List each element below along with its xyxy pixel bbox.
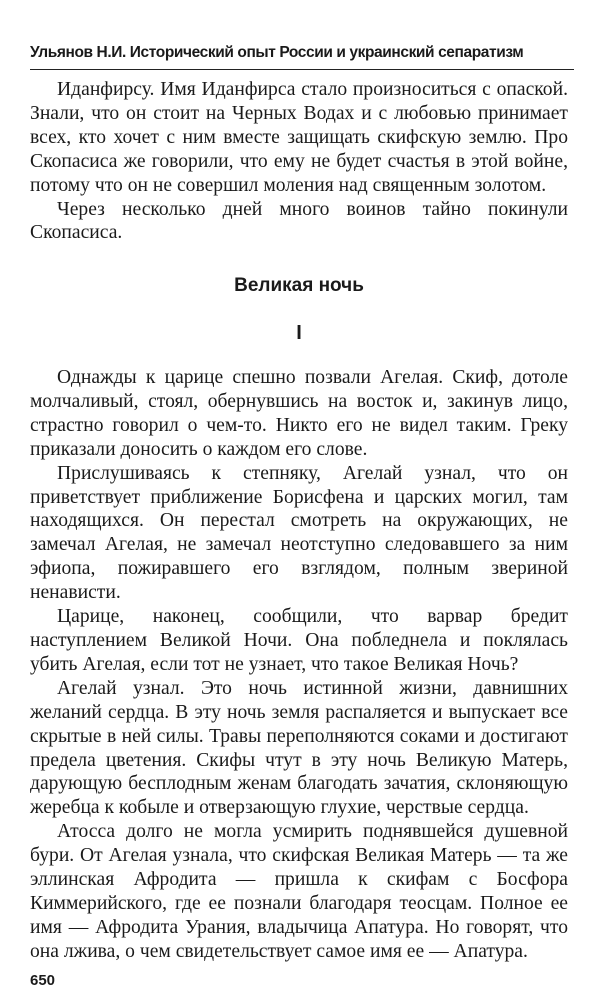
header-rule	[30, 69, 574, 70]
running-head: Ульянов Н.И. Исторический опыт России и украинский сепаратизм	[30, 44, 524, 61]
paragraph: Атосса долго не могла усмирить поднявшейся душевной бури. От Агелая узнала, что скифская Великая Матерь — та же эллинская Афродита — пришла к скифам с Босфора Киммерийского, где ее познали благодаря теосцам. Полное ее имя — Афродита Урания, владычица Апатура. Но говорят, что она лжива, о чем свидетельствует самое имя ее — Апатура.	[30, 821, 568, 962]
paragraph: Прислушиваясь к степняку, Агелай узнал, что он приветствует приближение Борисфена и царских могил, там находящихся. Он перестал смотреть на окружающих, не замечал Агелая, не замечал неотступно следовавшего за ним эфиопа, пожиравшего его взглядом, полным звериной ненависти.	[30, 462, 568, 604]
text-block-top	[30, 78, 568, 245]
paragraph: Через несколько дней много воинов тайно покинули Скопасиса.	[30, 198, 568, 244]
section-title: Великая ночь	[234, 275, 364, 296]
paragraph: Однажды к царице спешно позвали Агелая. Скиф, дотоле молчаливый, стоял, обернувшись на восток и, закинув лицо, страстно говорил о чем-то. Никто его не видел таким. Греку приказали доносить о каждом его слове.	[30, 367, 568, 460]
text-block-main	[30, 366, 568, 964]
paragraph: Агелай узнал. Это ночь истинной жизни, давнишних желаний сердца. В эту ночь земля распаляется и выпускает все скрытые в ней силы. Травы переполняются соками и достигают предела цветения. Скифы чтут в эту ночь Великую Матерь, дарующую бесплодным женам благодать зачатия, склоняющую жеребца к кобыле и отверзающую глухие, черствые сердца.	[30, 677, 568, 819]
section-number: I	[296, 322, 302, 344]
paragraph: Царице, наконец, сообщили, что варвар бредит наступлением Великой Ночи. Она побледнела и поклялась убить Агелая, если тот не узнает, что такое Великая Ночь?	[30, 606, 568, 675]
page-number: 650	[30, 972, 56, 989]
paragraph: Иданфирсу. Имя Иданфирса стало произноситься с опаской. Знали, что он стоит на Черных Водах и с любовью принимает всех, кто хочет с ним вместе защищать скифскую землю. Про Скопасиса же говорили, что ему не будет счастья в этой войне, потому что он не совершил моления над священным золотом.	[30, 79, 568, 196]
